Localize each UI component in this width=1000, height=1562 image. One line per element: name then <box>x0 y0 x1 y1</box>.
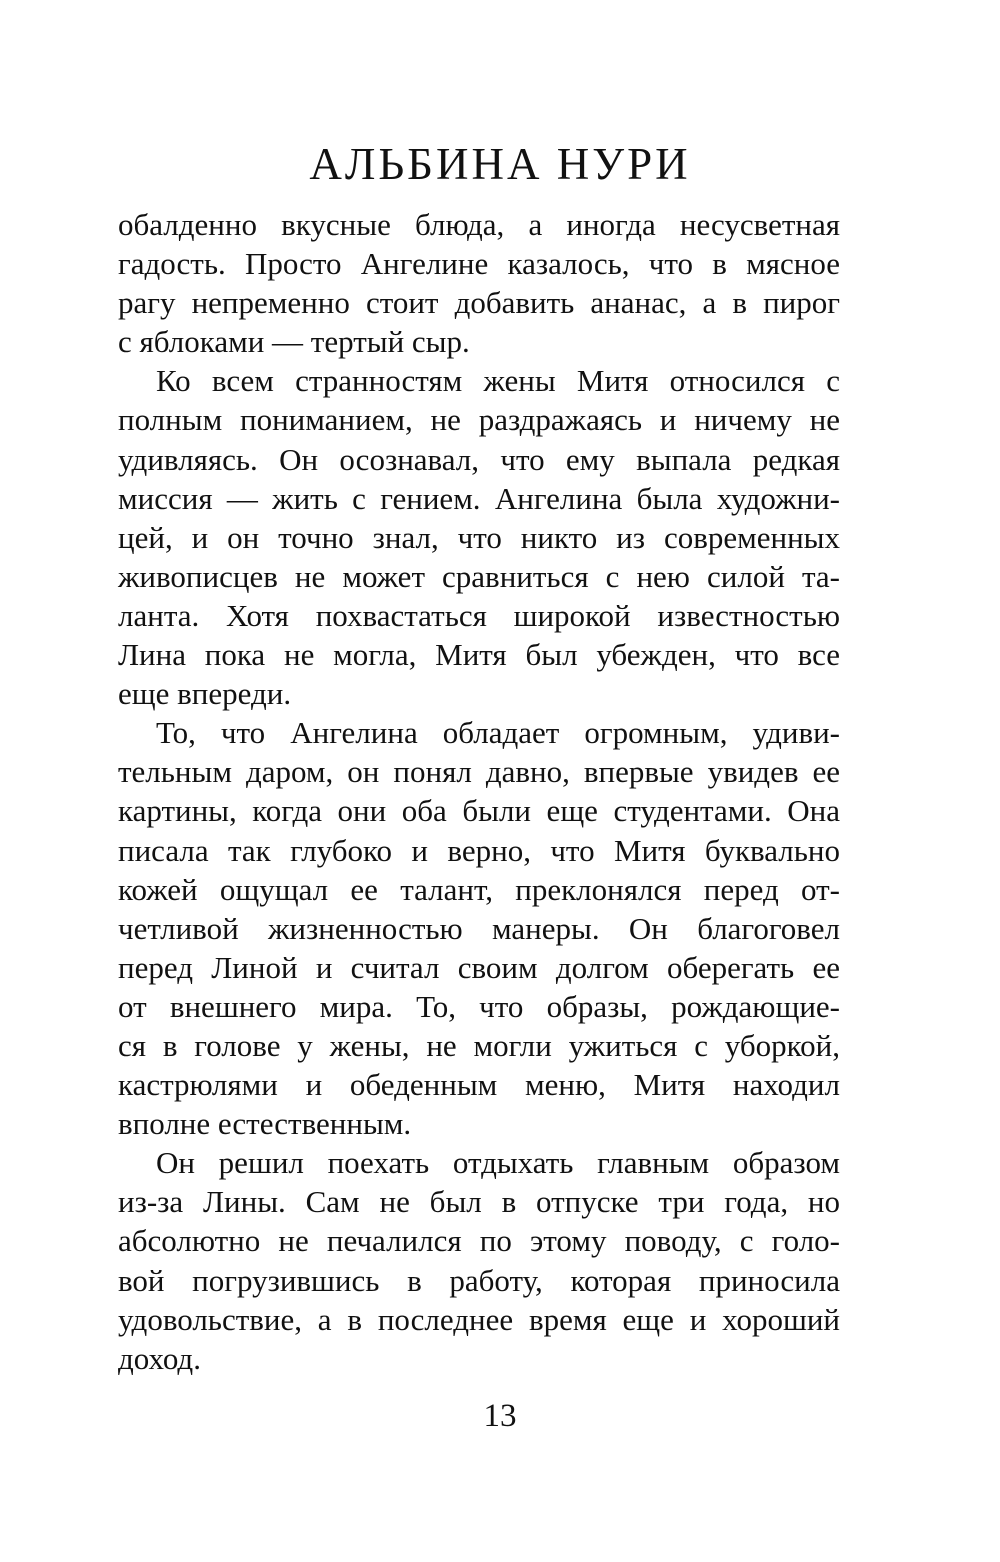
text-line: вполне естественным. <box>118 1106 412 1142</box>
text-line: абсолютно не печалился по этому поводу, с голо- <box>118 1223 840 1259</box>
text-line: миссия — жить с гением. Ангелина была художни- <box>118 480 840 516</box>
text-line: То, что Ангелина обладает огромным, удиви- <box>156 715 840 751</box>
text-line: полным пониманием, не раздражаясь и ничему не <box>118 402 840 438</box>
text-line: Лина пока не могла, Митя был убежден, что все <box>118 637 840 673</box>
text-line: обалденно вкусные блюда, а иногда несусветная <box>118 207 840 242</box>
text-line: еще впереди. <box>118 676 292 712</box>
text-line: удовольствие, а в последнее время еще и хороший <box>118 1301 840 1337</box>
text-line: живописцев не может сравниться с нею силой та- <box>118 558 840 594</box>
text-line: с яблоками — тертый сыр. <box>118 324 470 360</box>
text-line: цей, и он точно знал, что никто из современных <box>118 519 840 555</box>
page-number: 13 <box>483 1398 517 1434</box>
text-line: ся в голове у жены, не могли ужиться с уборкой, <box>118 1027 840 1063</box>
paragraph <box>118 205 840 361</box>
running-head: АЛЬБИНА НУРИ <box>309 139 691 189</box>
text-line: от внешнего мира. То, что образы, рождающие- <box>118 988 840 1024</box>
text-line: ланта. Хотя похвастаться широкой известностью <box>118 597 840 633</box>
paragraph <box>118 1143 840 1378</box>
text-line: удивляясь. Он осознавал, что ему выпала редкая <box>118 441 840 477</box>
body-text <box>118 205 840 1378</box>
text-line: доход. <box>118 1340 201 1376</box>
text-line: писала так глубоко и верно, что Митя буквально <box>118 832 840 868</box>
paragraph <box>118 361 840 713</box>
text-line: Ко всем странностям жены Митя относился с <box>156 363 840 399</box>
text-line: тельным даром, он понял давно, впервые увидев ее <box>118 754 840 790</box>
text-line: кожей ощущал ее талант, преклонялся перед от- <box>118 871 840 907</box>
text-line: перед Линой и считал своим долгом оберегать ее <box>118 949 840 985</box>
text-line: из-за Лины. Сам не был в отпуске три года, но <box>118 1184 840 1220</box>
text-line: картины, когда они оба были еще студентами. Она <box>118 793 840 829</box>
text-line: гадость. Просто Ангелине казалось, что в мясное <box>118 246 840 282</box>
text-line: четливой жизненностью манеры. Он благоговел <box>118 910 840 946</box>
text-line: Он решил поехать отдыхать главным образом <box>156 1145 840 1181</box>
text-line: рагу непременно стоит добавить ананас, а в пирог <box>118 285 840 321</box>
text-line: кастрюлями и обеденным меню, Митя находил <box>118 1067 840 1103</box>
text-line: вой погрузившись в работу, которая приносила <box>118 1262 840 1298</box>
paragraph <box>118 713 840 1143</box>
